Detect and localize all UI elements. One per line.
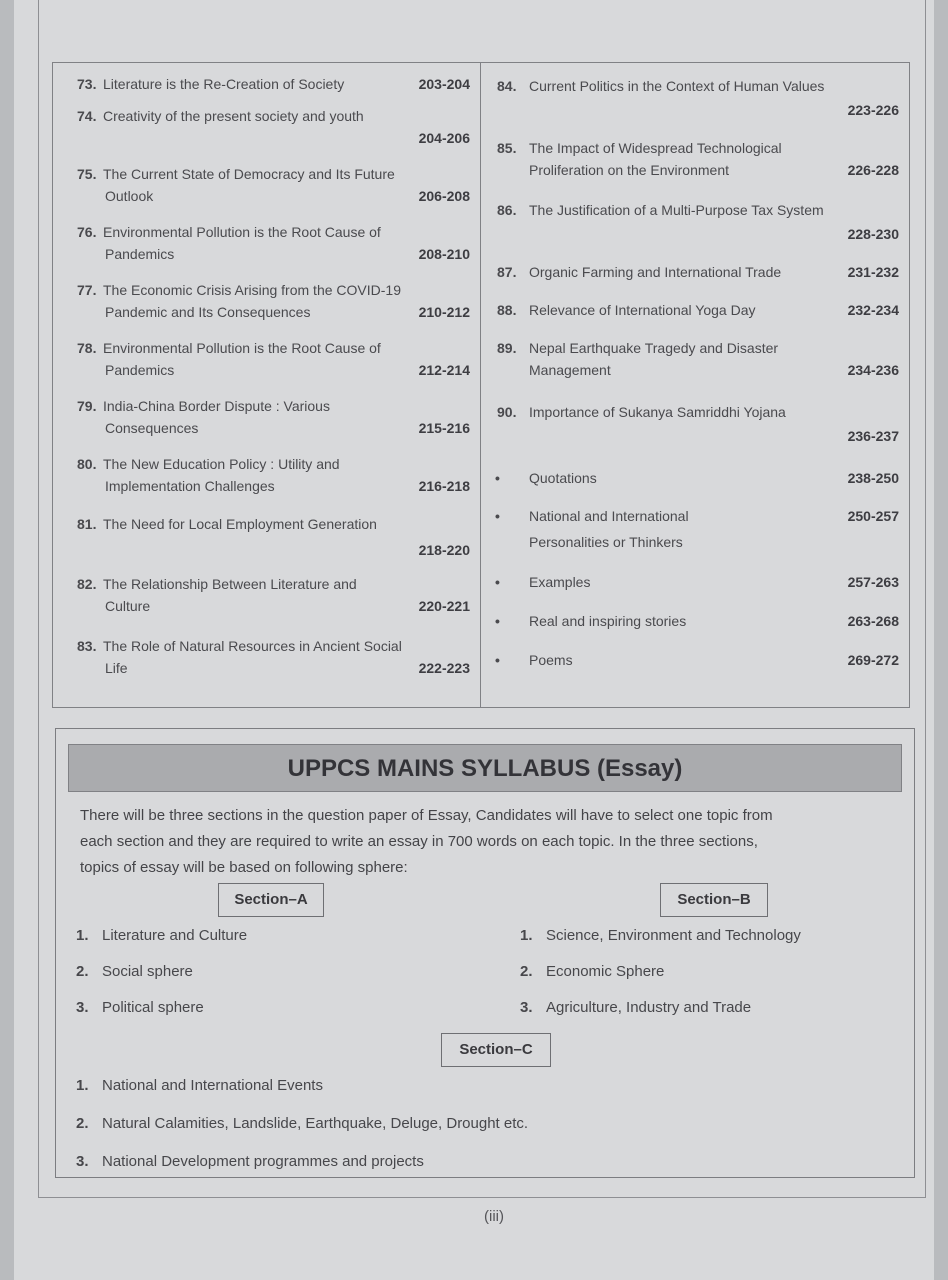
entry-title-cont: Personalities or Thinkers (529, 534, 683, 550)
entry-pages: 218-220 (418, 542, 470, 558)
entry-title-cont: Culture (105, 598, 151, 614)
entry-title-cont: Life (105, 660, 128, 676)
entry-pages: 204-206 (418, 130, 470, 146)
intro-line: There will be three sections in the question paper of Essay, Candidates will have to select one topic from (80, 807, 773, 824)
entry-number: 79. (77, 398, 97, 414)
entry-title: The Economic Crisis Arising from the COVID-19 (103, 282, 401, 298)
bullet-icon: • (495, 652, 500, 668)
syllabus-title: UPPCS MAINS SYLLABUS (Essay) (68, 744, 902, 792)
entry-title: Nepal Earthquake Tragedy and Disaster (529, 340, 779, 356)
entry-number: 85. (497, 140, 517, 156)
section-a-item (76, 925, 247, 947)
bullet-icon: • (495, 613, 500, 629)
entry-pages: 215-216 (418, 420, 470, 436)
bullet-icon: • (495, 574, 500, 590)
entry-title: Quotations (529, 470, 597, 486)
entry-pages: 263-268 (847, 613, 899, 629)
item-text: Literature and Culture (102, 927, 248, 944)
entry-number: 81. (77, 516, 97, 532)
item-text: Political sphere (102, 999, 204, 1016)
entry-title-cont: Proliferation on the Environment (529, 162, 729, 178)
entry-number: 73. (77, 76, 97, 92)
entry-number: 74. (77, 108, 97, 124)
entry-pages: 236-237 (847, 428, 899, 444)
section-b-item (520, 925, 801, 947)
item-text: Agriculture, Industry and Trade (546, 999, 752, 1016)
syllabus-intro (80, 803, 904, 881)
entry-number: 88. (497, 302, 517, 318)
entry-title: Examples (529, 574, 591, 590)
entry-title-cont: Implementation Challenges (105, 478, 275, 494)
item-number: 3. (76, 1153, 89, 1170)
entry-title: Literature is the Re-Creation of Society (103, 76, 345, 92)
section-b-item (520, 997, 751, 1019)
bullet-icon: • (495, 470, 500, 486)
item-text: Natural Calamities, Landslide, Earthquake, Deluge, Drought etc. (102, 1115, 529, 1132)
entry-number: 82. (77, 576, 97, 592)
item-text: Economic Sphere (546, 963, 665, 980)
entry-title: Creativity of the present society and youth (103, 108, 364, 124)
entry-pages: 234-236 (847, 362, 899, 378)
entry-title-cont: Management (529, 362, 611, 378)
item-number: 2. (76, 1115, 89, 1132)
entry-pages: 212-214 (418, 362, 470, 378)
intro-line: each section and they are required to write an essay in 700 words on each topic. In the three sections, (80, 833, 758, 850)
entry-number: 78. (77, 340, 97, 356)
entry-pages: 232-234 (847, 302, 899, 318)
entry-title: Poems (529, 652, 573, 668)
item-number: 2. (520, 963, 533, 980)
section-a-label: Section–A (218, 883, 324, 917)
entry-pages: 223-226 (847, 102, 899, 118)
page-number: (iii) (484, 1208, 504, 1225)
toc-left-column (53, 63, 481, 707)
entry-pages: 269-272 (847, 652, 899, 668)
section-c-label: Section–C (441, 1033, 551, 1067)
entry-number: 86. (497, 202, 517, 218)
entry-title: The Impact of Widespread Technological (529, 140, 782, 156)
entry-number: 87. (497, 264, 517, 280)
entry-pages: 220-221 (418, 598, 470, 614)
item-number: 1. (76, 1077, 89, 1094)
entry-title-cont: Pandemics (105, 246, 175, 262)
entry-pages: 208-210 (418, 246, 470, 262)
section-a-item (76, 997, 204, 1019)
entry-title: Current Politics in the Context of Human Values (529, 78, 825, 94)
entry-title-cont: Pandemic and Its Consequences (105, 304, 311, 320)
section-b-item (520, 961, 664, 983)
entry-title: The Relationship Between Literature and (103, 576, 357, 592)
intro-line: topics of essay will be based on following sphere: (80, 859, 408, 876)
item-number: 3. (76, 999, 89, 1016)
item-text: Science, Environment and Technology (546, 927, 801, 944)
section-c-item (76, 1151, 424, 1173)
entry-title: The Role of Natural Resources in Ancient Social (103, 638, 402, 654)
item-number: 1. (520, 927, 533, 944)
entry-pages: 238-250 (847, 470, 899, 486)
entry-pages: 226-228 (847, 162, 899, 178)
syllabus-box (55, 728, 915, 1178)
entry-pages: 206-208 (418, 188, 470, 204)
item-text: Social sphere (102, 963, 193, 980)
entry-title-cont: Consequences (105, 420, 199, 436)
item-number: 3. (520, 999, 533, 1016)
item-number: 2. (76, 963, 89, 980)
section-a-item (76, 961, 193, 983)
item-number: 1. (76, 927, 89, 944)
entry-title: Relevance of International Yoga Day (529, 302, 756, 318)
entry-title: Environmental Pollution is the Root Cause of (103, 224, 381, 240)
table-of-contents (52, 62, 910, 708)
bullet-icon: • (495, 508, 500, 524)
toc-right-column (481, 63, 909, 707)
entry-title: Importance of Sukanya Samriddhi Yojana (529, 404, 786, 420)
book-page (14, 0, 934, 1280)
entry-title: Real and inspiring stories (529, 613, 687, 629)
section-c-item (76, 1113, 528, 1135)
entry-number: 76. (77, 224, 97, 240)
entry-title: The New Education Policy : Utility and (103, 456, 340, 472)
entry-pages: 257-263 (847, 574, 899, 590)
item-text: National Development programmes and projects (102, 1153, 424, 1170)
item-text: National and International Events (102, 1077, 323, 1094)
entry-number: 75. (77, 166, 97, 182)
entry-number: 84. (497, 78, 517, 94)
entry-pages: 203-204 (418, 76, 470, 92)
entry-pages: 210-212 (418, 304, 470, 320)
entry-number: 77. (77, 282, 97, 298)
entry-number: 80. (77, 456, 97, 472)
entry-title-cont: Outlook (105, 188, 154, 204)
entry-title: India-China Border Dispute : Various (103, 398, 330, 414)
entry-pages: 216-218 (418, 478, 470, 494)
entry-pages: 222-223 (418, 660, 470, 676)
entry-pages: 228-230 (847, 226, 899, 242)
entry-title-cont: Pandemics (105, 362, 175, 378)
section-b-label: Section–B (660, 883, 768, 917)
entry-title: National and International (529, 508, 689, 524)
entry-title: The Current State of Democracy and Its Future (103, 166, 395, 182)
entry-title: Organic Farming and International Trade (529, 264, 782, 280)
section-c-item (76, 1075, 323, 1097)
entry-number: 83. (77, 638, 97, 654)
entry-pages: 231-232 (847, 264, 899, 280)
entry-title: The Need for Local Employment Generation (103, 516, 377, 532)
entry-title: Environmental Pollution is the Root Cause of (103, 340, 381, 356)
entry-number: 89. (497, 340, 517, 356)
entry-pages: 250-257 (847, 508, 899, 524)
entry-number: 90. (497, 404, 517, 420)
entry-title: The Justification of a Multi-Purpose Tax System (529, 202, 824, 218)
